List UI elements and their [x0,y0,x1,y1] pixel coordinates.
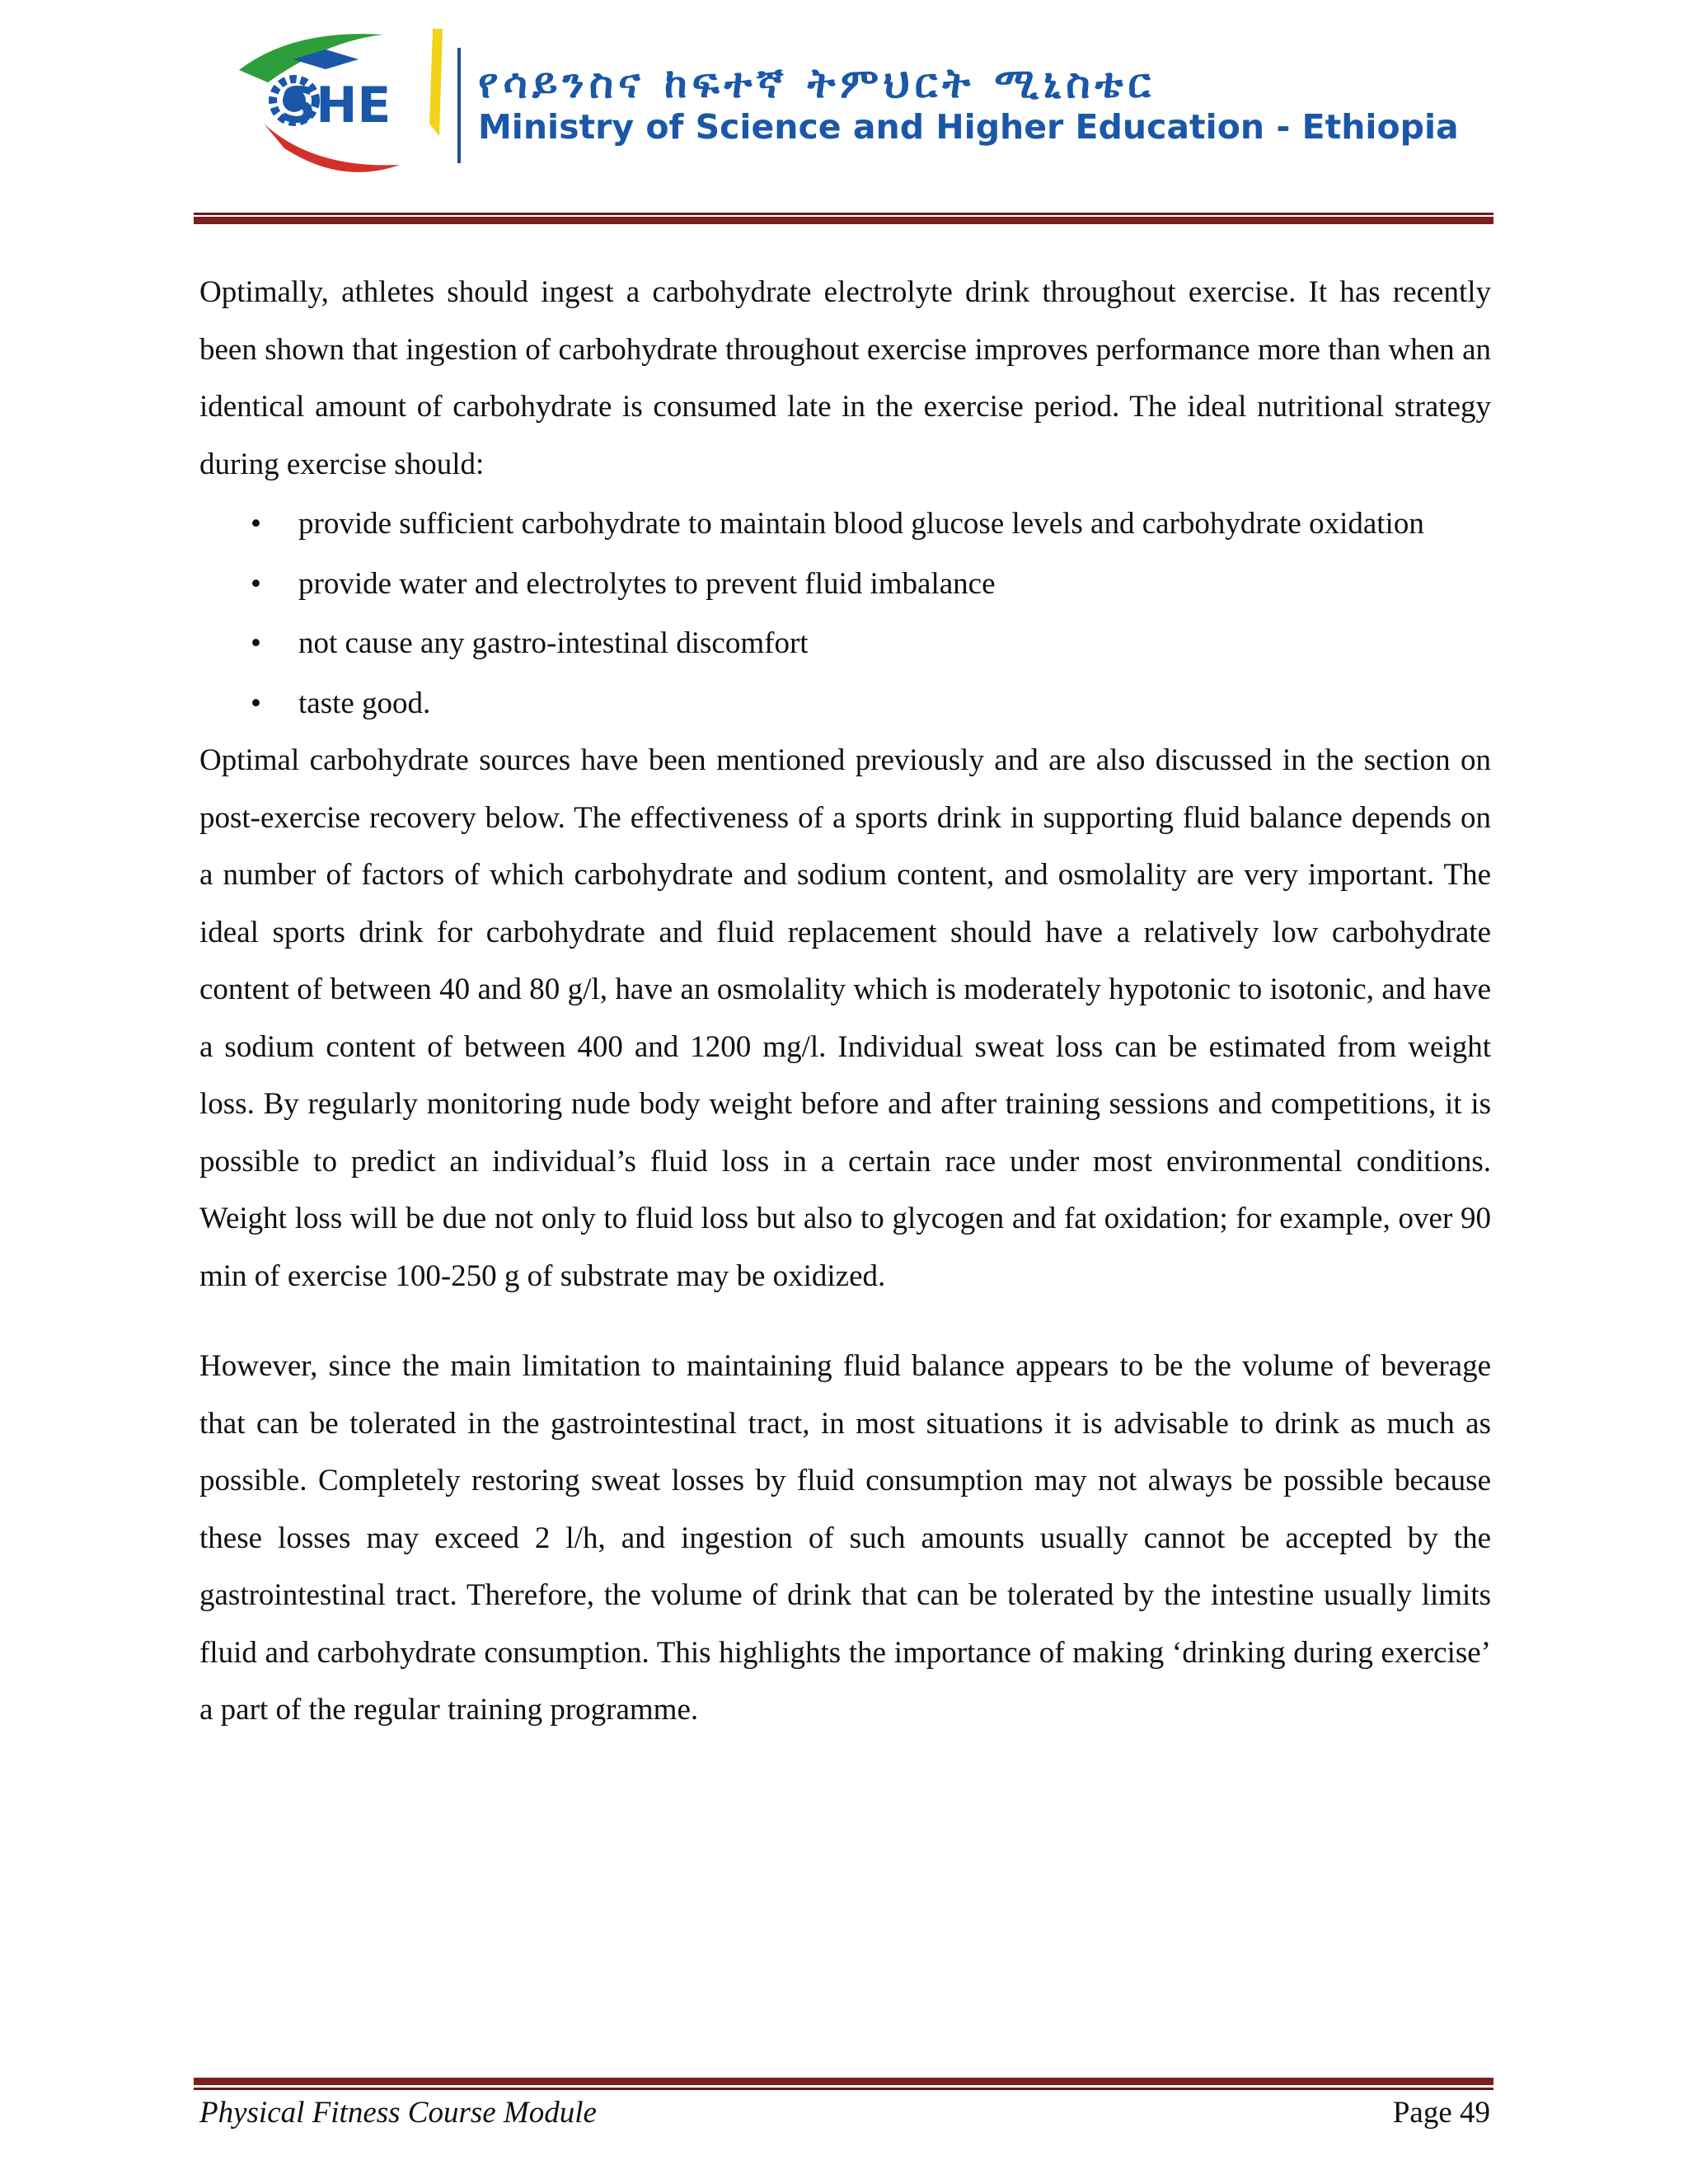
bullet-item [199,615,1491,673]
bullet-item [199,675,1491,733]
header-rule [194,213,1493,215]
ministry-english-title: Ministry of Science and Higher Education - Ethiopia [478,107,1459,147]
paragraph-3: However, since the main limitation to maintaining fluid balance appears to be the volume of beverage that can be tolerated in the gastrointestinal tract, in most situations it is advisable to drink as much as possible. Completely restoring sweat losses by fluid consumption may not always be possible because these losses may exceed 2 l/h, and ingestion of such amounts usually cannot be accepted by the gastrointestinal tract. Therefore, the volume of drink that can be tolerated by the intestine usually limits fluid and carbohydrate consumption. This highlights the importance of making ‘drinking during exercise’ a part of the regular training programme. [199,1349,1491,1727]
bullet-text: taste good. [298,686,431,720]
bullet-text: provide water and electrolytes to prevent fluid imbalance [298,566,996,601]
header-rule-thick [194,217,1493,224]
bullet-list [199,495,1491,732]
header-divider [457,48,461,163]
bullet-icon: • [251,507,261,541]
bullet-icon: • [251,686,261,720]
bullet-icon: • [251,626,261,660]
footer-rule [194,2088,1493,2090]
page-content [199,264,1491,1739]
bullet-item [199,555,1491,613]
ministry-amharic-title: የሳይንስና ከፍተኛ ትምህርት ሚኒስቴር [478,59,1156,107]
footer-module-title: Physical Fitness Course Module [199,2096,597,2130]
she-logo-icon [235,25,449,190]
footer-rule-thick [194,2078,1493,2085]
bullet-text: not cause any gastro-intestinal discomfort [298,626,809,660]
paragraph-1: Optimally, athletes should ingest a carbohydrate electrolyte drink throughout exercise. It has recently been shown that ingestion of carbohydrate throughout exercise improves performance more than when an identical amount of carbohydrate is consumed late in the exercise period. The ideal nutritional strategy during exercise should: [199,275,1491,481]
bullet-text: provide sufficient carbohydrate to maintain blood glucose levels and carbohydrate oxidation [298,507,1424,541]
footer-page-number: Page 49 [1392,2096,1490,2130]
bullet-item [199,495,1491,553]
svg-text:SHE: SHE [280,77,392,134]
bullet-icon: • [251,566,261,601]
paragraph-2: Optimal carbohydrate sources have been mentioned previously and are also discussed in the section on post-exercise recovery below. The effectiveness of a sports drink in supporting fluid balance depends on a number of factors of which carbohydrate and sodium content, and osmolality are very important. The ideal sports drink for carbohydrate and fluid replacement should have a relatively low carbohydrate content of between 40 and 80 g/l, have an osmolality which is moderately hypotonic to isotonic, and have a sodium content of between 400 and 1200 mg/l. Individual sweat loss can be estimated from weight loss. By regularly monitoring nude body weight before and after training sessions and competitions, it is possible to predict an individual’s fluid loss in a certain race under most environmental conditions. Weight loss will be due not only to fluid loss but also to glycogen and fat oxidation; for example, over 90 min of exercise 100-250 g of substrate may be oxidized. [199,743,1491,1293]
